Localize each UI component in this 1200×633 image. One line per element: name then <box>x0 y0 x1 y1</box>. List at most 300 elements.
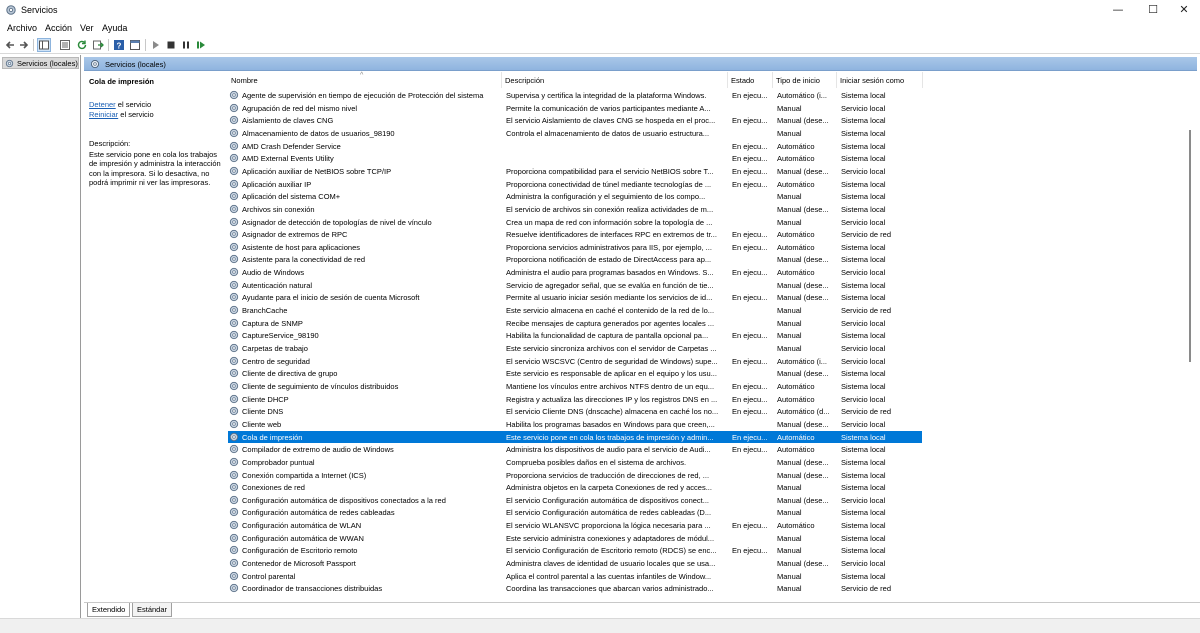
services-gear-icon <box>5 59 14 68</box>
service-name: Aplicación del sistema COM+ <box>242 192 341 202</box>
service-gear-icon <box>229 242 239 252</box>
start-service-icon[interactable] <box>150 39 162 51</box>
service-logon-as: Servicio de red <box>841 306 892 316</box>
service-row[interactable] <box>228 342 1183 355</box>
minimize-button[interactable]: — <box>1112 3 1124 16</box>
service-description: Administra el audio para programas basados en Windows. S... <box>506 268 714 278</box>
service-name: CaptureService_98190 <box>242 331 319 341</box>
close-button[interactable]: ✕ <box>1179 3 1189 16</box>
column-header-name[interactable]: Nombre <box>228 72 502 88</box>
service-name: Autenticación natural <box>242 280 313 290</box>
service-row[interactable] <box>228 582 1183 595</box>
service-name: Almacenamiento de datos de usuarios_98190 <box>242 128 395 138</box>
service-gear-icon <box>229 204 239 214</box>
toolbar-separator <box>145 39 146 51</box>
service-description: El servicio WSCSVC (Centro de seguridad de Windows) supe... <box>506 356 718 366</box>
service-gear-icon <box>229 267 239 277</box>
service-gear-icon <box>229 166 239 176</box>
service-logon-as: Servicio local <box>841 394 886 404</box>
service-name: Cliente de seguimiento de vínculos distribuidos <box>242 381 399 391</box>
service-row[interactable] <box>228 140 1183 153</box>
service-gear-icon <box>229 457 239 467</box>
service-row[interactable] <box>228 102 1183 115</box>
service-gear-icon <box>229 545 239 555</box>
column-header-startup-type[interactable]: Tipo de inicio <box>773 72 837 88</box>
console-view-icon[interactable] <box>129 39 141 51</box>
service-description: Proporciona notificación de estado de DirectAccess para ap... <box>506 255 712 265</box>
restart-service-row <box>89 110 154 119</box>
service-gear-icon <box>229 470 239 480</box>
service-gear-icon <box>229 103 239 113</box>
service-gear-icon <box>229 330 239 340</box>
service-logon-as: Servicio local <box>841 495 886 505</box>
service-description: Servicio de agregador señal, que se evalúa en función de tie... <box>506 280 714 290</box>
service-gear-icon <box>229 419 239 429</box>
service-name: Archivos sin conexión <box>242 204 315 214</box>
service-name: Aplicación auxiliar IP <box>242 179 312 189</box>
service-row[interactable] <box>228 228 1183 241</box>
service-row[interactable] <box>228 519 1183 532</box>
service-status: En ejecu... <box>732 445 768 455</box>
service-row[interactable] <box>228 570 1183 583</box>
service-gear-icon <box>229 394 239 404</box>
service-logon-as: Servicio local <box>841 419 886 429</box>
service-row[interactable] <box>228 152 1183 165</box>
service-name: Asignador de extremos de RPC <box>242 230 348 240</box>
service-name: Conexión compartida a Internet (ICS) <box>242 470 367 480</box>
service-name: Conexiones de red <box>242 483 305 493</box>
service-row[interactable] <box>228 279 1183 292</box>
service-name: Cola de impresión <box>242 432 303 442</box>
service-status: En ejecu... <box>732 116 768 126</box>
service-gear-icon <box>229 381 239 391</box>
service-startup-type: Manual <box>777 584 802 594</box>
service-row[interactable] <box>228 127 1183 140</box>
toolbar <box>0 36 1200 54</box>
menu-ayuda[interactable]: Ayuda <box>102 23 128 33</box>
service-logon-as: Servicio local <box>841 356 886 366</box>
service-row[interactable] <box>228 203 1183 216</box>
service-gear-icon <box>229 217 239 227</box>
forward-arrow-icon[interactable] <box>18 39 30 51</box>
service-logon-as: Sistema local <box>841 521 886 531</box>
service-description: Administra los dispositivos de audio para el servicio de Audi... <box>506 445 711 455</box>
back-arrow-icon[interactable] <box>4 39 16 51</box>
column-header-description[interactable]: Descripción <box>502 72 728 88</box>
service-gear-icon <box>229 507 239 517</box>
service-logon-as: Sistema local <box>841 204 886 214</box>
stop-service-icon[interactable] <box>165 39 177 51</box>
status-bar <box>0 618 1200 633</box>
service-description: Resuelve identificadores de interfaces RPC en extremos de tr... <box>506 230 717 240</box>
service-status: En ejecu... <box>732 293 768 303</box>
service-startup-type: Manual (dese... <box>777 204 829 214</box>
service-row[interactable] <box>228 532 1183 545</box>
pause-service-icon[interactable] <box>180 39 192 51</box>
service-description: El servicio de archivos sin conexión realiza actividades de m... <box>506 204 714 214</box>
service-row[interactable] <box>228 216 1183 229</box>
service-startup-type: Manual <box>777 571 802 581</box>
pane-header-label: Servicios (locales) <box>105 60 166 69</box>
service-startup-type: Automático <box>777 179 815 189</box>
refresh-icon[interactable] <box>76 39 88 51</box>
service-logon-as: Servicio de red <box>841 230 892 240</box>
service-row[interactable] <box>228 291 1183 304</box>
service-name: Captura de SNMP <box>242 318 303 328</box>
service-startup-type: Manual (dese... <box>777 293 829 303</box>
service-status: En ejecu... <box>732 179 768 189</box>
service-description: Permite la comunicación de varios participantes mediante A... <box>506 103 711 113</box>
service-name: Agrupación de red del mismo nivel <box>242 103 358 113</box>
service-name: Configuración automática de dispositivos conectados a la red <box>242 495 446 505</box>
restart-service-icon[interactable] <box>195 39 207 51</box>
service-logon-as: Servicio local <box>841 268 886 278</box>
tree-item-label: Servicios (locales) <box>17 59 78 68</box>
service-row[interactable] <box>228 418 1183 431</box>
service-logon-as: Sistema local <box>841 445 886 455</box>
service-description: Este servicio almacena en caché el contenido de la red de lo... <box>506 306 715 316</box>
service-startup-type: Automático <box>777 445 815 455</box>
service-gear-icon <box>229 558 239 568</box>
service-logon-as: Sistema local <box>841 369 886 379</box>
service-status: En ejecu... <box>732 141 768 151</box>
menu-archivo[interactable]: Archivo <box>7 23 38 33</box>
service-logon-as: Sistema local <box>841 432 886 442</box>
service-startup-type: Automático (d... <box>777 407 830 417</box>
service-startup-type: Manual (dese... <box>777 495 829 505</box>
service-description: El servicio Cliente DNS (dnscache) almacena en caché los no... <box>506 407 719 417</box>
service-status: En ejecu... <box>732 331 768 341</box>
service-logon-as: Servicio local <box>841 559 886 569</box>
service-row[interactable] <box>228 304 1183 317</box>
service-status: En ejecu... <box>732 381 768 391</box>
pane-header <box>84 57 1197 71</box>
service-startup-type: Automático <box>777 141 815 151</box>
service-gear-icon <box>229 583 239 593</box>
service-row[interactable] <box>228 393 1183 406</box>
service-name: Ayudante para el inicio de sesión de cuenta Microsoft <box>242 293 420 303</box>
service-row[interactable] <box>228 367 1183 380</box>
stop-service-row <box>89 100 151 109</box>
service-gear-icon <box>229 406 239 416</box>
service-name: Compilador de extremo de audio de Windows <box>242 445 394 455</box>
service-description: Permite al usuario iniciar sesión mediante los servicios de id... <box>506 293 713 303</box>
service-gear-icon <box>229 254 239 264</box>
service-row[interactable] <box>228 557 1183 570</box>
service-description: El servicio Configuración automática de dispositivos conect... <box>506 495 710 505</box>
service-name: Agente de supervisión en tiempo de ejecución de Protección del sistema <box>242 91 484 100</box>
service-description: Proporciona servicios administrativos para IIS, por ejemplo, ... <box>506 242 712 252</box>
service-description: Administra la configuración y el seguimiento de los compo... <box>506 192 706 202</box>
service-name: Configuración automática de WLAN <box>242 521 362 531</box>
view-tabs <box>84 602 1200 618</box>
service-description: El servicio Configuración de Escritorio remoto (RDCS) se enc... <box>506 546 717 556</box>
service-status: En ejecu... <box>732 394 768 404</box>
service-status: En ejecu... <box>732 154 768 164</box>
restart-service-link[interactable]: Reiniciar <box>89 110 119 119</box>
service-row[interactable] <box>228 506 1183 519</box>
help-icon[interactable] <box>113 39 125 51</box>
service-startup-type: Manual (dese... <box>777 369 829 379</box>
service-name: Centro de seguridad <box>242 356 310 366</box>
service-description: El servicio Configuración automática de redes cableadas (D... <box>506 508 712 518</box>
service-logon-as: Sistema local <box>841 128 886 138</box>
service-logon-as: Servicio local <box>841 103 886 113</box>
service-logon-as: Sistema local <box>841 571 886 581</box>
service-name: BranchCache <box>242 306 288 316</box>
maximize-button[interactable]: ☐ <box>1148 3 1158 16</box>
service-row[interactable] <box>228 266 1183 279</box>
service-name: Asistente de host para aplicaciones <box>242 242 360 252</box>
service-row[interactable] <box>228 317 1183 330</box>
service-startup-type: Manual (dese... <box>777 280 829 290</box>
service-row[interactable] <box>228 469 1183 482</box>
window-title: Servicios <box>21 5 58 15</box>
service-row[interactable] <box>228 544 1183 557</box>
service-row[interactable] <box>228 178 1183 191</box>
menu-ver[interactable]: Ver <box>80 23 94 33</box>
service-description: Supervisa y certifica la integridad de la plataforma Windows. <box>506 91 707 100</box>
service-logon-as: Sistema local <box>841 293 886 303</box>
service-gear-icon <box>229 141 239 151</box>
service-startup-type: Automático <box>777 268 815 278</box>
service-logon-as: Servicio local <box>841 318 886 328</box>
service-logon-as: Sistema local <box>841 179 886 189</box>
service-startup-type: Manual (dese... <box>777 255 829 265</box>
service-logon-as: Servicio local <box>841 166 886 176</box>
service-row[interactable] <box>228 431 922 444</box>
service-logon-as: Sistema local <box>841 192 886 202</box>
service-description: Este servicio sincroniza archivos con el servidor de Carpetas ... <box>506 344 717 353</box>
service-row[interactable] <box>228 241 1183 254</box>
service-gear-icon <box>229 90 239 100</box>
service-name: Configuración automática de WWAN <box>242 533 364 543</box>
service-startup-type: Automático <box>777 154 815 164</box>
service-startup-type: Automático <box>777 230 815 240</box>
service-description: Aplica el control parental a las cuentas infantiles de Window... <box>506 571 712 581</box>
stop-service-link[interactable]: Detener <box>89 100 116 109</box>
service-description: Habilita los programas basados en Windows para que creen,... <box>506 419 715 429</box>
service-row[interactable] <box>228 481 1183 494</box>
service-gear-icon <box>229 520 239 530</box>
service-status: En ejecu... <box>732 91 768 100</box>
column-header-logon-as[interactable]: Iniciar sesión como <box>837 72 923 88</box>
toolbar-separator <box>108 39 109 51</box>
service-name: AMD External Events Utility <box>242 154 334 164</box>
service-gear-icon <box>229 115 239 125</box>
service-startup-type: Automático (i... <box>777 356 828 366</box>
service-gear-icon <box>229 179 239 189</box>
service-logon-as: Sistema local <box>841 280 886 290</box>
service-row[interactable] <box>228 456 1183 469</box>
description-pane <box>85 72 227 602</box>
service-logon-as: Sistema local <box>841 457 886 467</box>
service-gear-icon <box>229 280 239 290</box>
services-list <box>228 89 1183 601</box>
service-description: Comprueba posibles daños en el sistema de archivos. <box>506 457 687 467</box>
service-name: Carpetas de trabajo <box>242 344 308 353</box>
service-status: En ejecu... <box>732 521 768 531</box>
service-name: Configuración de Escritorio remoto <box>242 546 358 556</box>
services-gear-icon <box>90 59 100 69</box>
service-description: Proporciona conectividad de túnel mediante tecnologías de ... <box>506 179 712 189</box>
service-name: Control parental <box>242 571 296 581</box>
service-description: Administra objetos en la carpeta Conexiones de red y acces... <box>506 483 712 493</box>
service-logon-as: Sistema local <box>841 533 886 543</box>
service-gear-icon <box>229 153 239 163</box>
properties-icon[interactable] <box>59 39 71 51</box>
service-name: AMD Crash Defender Service <box>242 141 341 151</box>
description-label: Descripción: <box>89 139 131 148</box>
svg-text:?: ? <box>116 41 122 51</box>
service-status: En ejecu... <box>732 268 768 278</box>
service-startup-type: Manual <box>777 306 802 316</box>
service-status: En ejecu... <box>732 546 768 556</box>
service-name: Coordinador de transacciones distribuidas <box>242 584 383 594</box>
service-logon-as: Sistema local <box>841 331 886 341</box>
service-startup-type: Manual <box>777 217 802 227</box>
service-startup-type: Manual (dese... <box>777 116 829 126</box>
service-name: Cliente de directiva de grupo <box>242 369 338 379</box>
service-status: En ejecu... <box>732 432 768 442</box>
service-startup-type: Manual <box>777 318 802 328</box>
service-gear-icon <box>229 292 239 302</box>
service-logon-as: Sistema local <box>841 91 886 100</box>
service-description: Habilita la funcionalidad de captura de pantalla opcional pa... <box>506 331 709 341</box>
service-startup-type: Automático <box>777 521 815 531</box>
service-gear-icon <box>229 444 239 454</box>
service-startup-type: Manual <box>777 192 802 202</box>
service-startup-type: Manual <box>777 508 802 518</box>
service-status: En ejecu... <box>732 356 768 366</box>
service-description: Coordina las transacciones que abarcan varios administrado... <box>506 584 714 594</box>
service-name: Contenedor de Microsoft Passport <box>242 559 356 569</box>
service-description: Crea un mapa de red con información sobre la topología de ... <box>506 217 713 227</box>
show-hide-console-tree-icon[interactable] <box>38 39 50 51</box>
service-name: Asignador de detección de topologías de nivel de vínculo <box>242 217 432 227</box>
service-status: En ejecu... <box>732 242 768 252</box>
service-row[interactable] <box>228 355 1183 368</box>
service-row[interactable] <box>228 165 1183 178</box>
service-row[interactable] <box>228 405 1183 418</box>
service-logon-as: Sistema local <box>841 470 886 480</box>
service-status: En ejecu... <box>732 407 768 417</box>
service-gear-icon <box>229 356 239 366</box>
service-description: Controla el almacenamiento de datos de usuario estructura... <box>506 128 710 138</box>
service-gear-icon <box>229 368 239 378</box>
service-logon-as: Sistema local <box>841 483 886 493</box>
service-logon-as: Sistema local <box>841 508 886 518</box>
service-startup-type: Automático (i... <box>777 91 828 100</box>
service-row[interactable] <box>228 114 1183 127</box>
service-startup-type: Manual (dese... <box>777 166 829 176</box>
tree-item-services-local[interactable] <box>2 57 79 69</box>
export-list-icon[interactable] <box>92 39 104 51</box>
tab-extended[interactable]: Extendido <box>87 603 130 617</box>
service-startup-type: Manual (dese... <box>777 457 829 467</box>
service-name: Aislamiento de claves CNG <box>242 116 334 126</box>
service-startup-type: Manual (dese... <box>777 559 829 569</box>
column-header-status[interactable]: Estado <box>728 72 773 88</box>
sort-ascending-icon: ^ <box>360 72 364 79</box>
service-gear-icon <box>229 128 239 138</box>
service-row[interactable] <box>228 89 1183 102</box>
service-row[interactable] <box>228 190 1183 203</box>
service-logon-as: Servicio de red <box>841 584 892 594</box>
service-startup-type: Manual <box>777 533 802 543</box>
selected-service-title: Cola de impresión <box>89 77 155 86</box>
service-description: El servicio WLANSVC proporciona la lógica necesaria para ... <box>506 521 711 531</box>
service-description: Este servicio pone en cola los trabajos de impresión y admin... <box>506 432 714 442</box>
scrollbar-thumb[interactable] <box>1189 130 1191 362</box>
services-list-header <box>228 72 1183 88</box>
service-name: Cliente web <box>242 419 282 429</box>
service-name: Aplicación auxiliar de NetBIOS sobre TCP/IP <box>242 166 392 176</box>
service-logon-as: Servicio de red <box>841 407 892 417</box>
service-gear-icon <box>229 343 239 353</box>
service-logon-as: Sistema local <box>841 154 886 164</box>
service-description: El servicio Aislamiento de claves CNG se hospeda en el proc... <box>506 116 716 126</box>
service-row[interactable] <box>228 494 1183 507</box>
service-logon-as: Sistema local <box>841 242 886 252</box>
service-description: Este servicio es responsable de aplicar en el equipo y los usu... <box>506 369 717 379</box>
tab-standard[interactable]: Estándar <box>132 603 172 617</box>
service-row[interactable] <box>228 329 1183 342</box>
service-logon-as: Servicio local <box>841 217 886 227</box>
service-gear-icon <box>229 533 239 543</box>
toolbar-separator <box>33 39 34 51</box>
menu-accion[interactable]: Acción <box>45 23 73 33</box>
service-description: Proporciona servicios de traducción de direcciones de red, ... <box>506 470 710 480</box>
menu-bar <box>0 21 1200 35</box>
service-gear-icon <box>229 191 239 201</box>
service-gear-icon <box>229 482 239 492</box>
service-logon-as: Sistema local <box>841 141 886 151</box>
service-gear-icon <box>229 495 239 505</box>
service-row[interactable] <box>228 380 1183 393</box>
service-startup-type: Manual <box>777 546 802 556</box>
service-logon-as: Sistema local <box>841 381 886 391</box>
service-status: En ejecu... <box>732 166 768 176</box>
service-logon-as: Sistema local <box>841 546 886 556</box>
service-startup-type: Manual (dese... <box>777 419 829 429</box>
service-startup-type: Manual (dese... <box>777 470 829 480</box>
service-row[interactable] <box>228 443 1183 456</box>
restart-service-suffix: el servicio <box>118 110 154 119</box>
service-startup-type: Manual <box>777 103 802 113</box>
service-startup-type: Manual <box>777 483 802 493</box>
service-name: Comprobador puntual <box>242 457 315 467</box>
service-name: Cliente DHCP <box>242 394 289 404</box>
stop-service-suffix: el servicio <box>115 100 152 109</box>
service-row[interactable] <box>228 253 1183 266</box>
service-gear-icon <box>229 229 239 239</box>
services-list-scrollbar[interactable] <box>1184 72 1197 602</box>
service-gear-icon <box>229 432 239 442</box>
service-description: Mantiene los vínculos entre archivos NTFS dentro de un equ... <box>506 381 715 391</box>
console-tree <box>0 55 81 633</box>
service-description: Proporciona compatibilidad para el servicio NetBIOS sobre T... <box>506 166 714 176</box>
service-logon-as: Sistema local <box>841 116 886 126</box>
service-description: Registra y actualiza las direcciones IP y los registros DNS en ... <box>506 394 718 404</box>
service-startup-type: Automático <box>777 381 815 391</box>
service-gear-icon <box>229 318 239 328</box>
service-description: Este servicio administra conexiones y adaptadores de módul... <box>506 533 715 543</box>
service-startup-type: Automático <box>777 432 815 442</box>
service-logon-as: Sistema local <box>841 255 886 265</box>
service-name: Configuración automática de redes cableadas <box>242 508 395 518</box>
service-status: En ejecu... <box>732 230 768 240</box>
